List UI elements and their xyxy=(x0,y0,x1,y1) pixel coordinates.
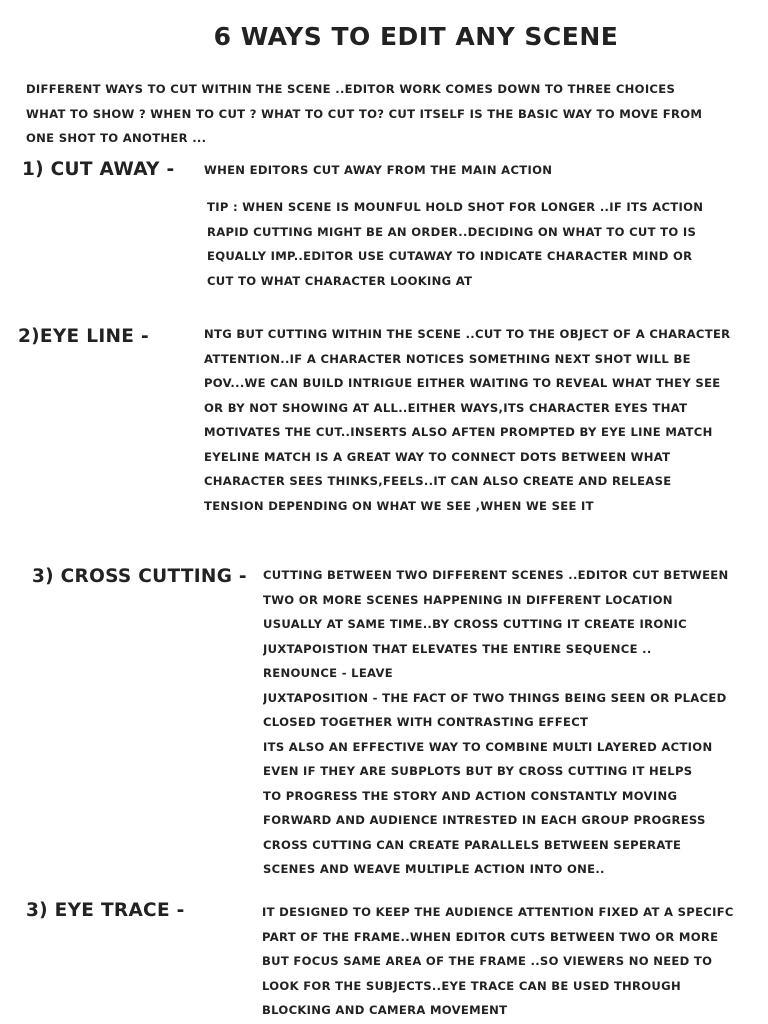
section-line: TO PROGRESS THE STORY AND ACTION CONSTANTLY MOVING xyxy=(263,788,678,803)
section-heading-cross-cutting: 3) CROSS CUTTING - xyxy=(32,566,247,587)
tip-line: TIP : WHEN SCENE IS MOUNFUL HOLD SHOT FOR LONGER ..IF ITS ACTION xyxy=(207,200,704,214)
page-title: 6 WAYS TO EDIT ANY SCENE xyxy=(213,22,619,51)
section-heading-cut-away: 1) CUT AWAY - xyxy=(22,159,175,180)
intro-paragraph xyxy=(26,77,766,151)
section-line: CLOSED TOGETHER WITH CONTRASTING EFFECT xyxy=(263,715,589,729)
section-line: MOTIVATES THE CUT..INSERTS ALSO AFTEN PROMPTED BY EYE LINE MATCH xyxy=(204,425,713,439)
section-line: CUTTING BETWEEN TWO DIFFERENT SCENES ..EDITOR CUT BETWEEN xyxy=(263,568,729,582)
section-line: BUT FOCUS SAME AREA OF THE FRAME ..SO VIEWERS NO NEED TO xyxy=(262,954,713,968)
section-line: JUXTAPOSITION - THE FACT OF TWO THINGS BEING SEEN OR PLACED xyxy=(263,690,727,705)
tip-line: CUT TO WHAT CHARACTER LOOKING AT xyxy=(207,273,473,288)
section-line: CHARACTER SEES THINKS,FEELS..IT CAN ALSO CREATE AND RELEASE xyxy=(204,474,672,488)
section-body-eye-line xyxy=(204,322,768,518)
section-body-eye-trace xyxy=(262,900,768,1023)
section-body-cross-cutting xyxy=(263,563,768,882)
section-line: PART OF THE FRAME..WHEN EDITOR CUTS BETWEEN TWO OR MORE xyxy=(262,929,719,944)
section-body-cut-away xyxy=(204,158,768,183)
section-line: USUALLY AT SAME TIME..BY CROSS CUTTING IT CREATE IRONIC xyxy=(263,617,687,631)
section-line: RENOUNCE - LEAVE xyxy=(263,666,394,680)
section-line: WHEN EDITORS CUT AWAY FROM THE MAIN ACTION xyxy=(204,163,553,177)
intro-line: DIFFERENT WAYS TO CUT WITHIN THE SCENE ..EDITOR WORK COMES DOWN TO THREE CHOICES xyxy=(26,82,676,96)
section-line: NTG BUT CUTTING WITHIN THE SCENE ..CUT TO THE OBJECT OF A CHARACTER xyxy=(204,327,731,341)
section-line: ITS ALSO AN EFFECTIVE WAY TO COMBINE MULTI LAYERED ACTION xyxy=(263,739,713,754)
section-line: BLOCKING AND CAMERA MOVEMENT xyxy=(262,1003,508,1017)
section-line: EVEN IF THEY ARE SUBPLOTS BUT BY CROSS CUTTING IT HELPS xyxy=(263,764,693,778)
section-heading-eye-line: 2)EYE LINE - xyxy=(18,326,149,347)
intro-line: ONE SHOT TO ANOTHER ... xyxy=(26,131,207,145)
tip-line: RAPID CUTTING MIGHT BE AN ORDER..DECIDING ON WHAT TO CUT TO IS xyxy=(207,224,697,239)
section-line: CROSS CUTTING CAN CREATE PARALLELS BETWEEN SEPERATE xyxy=(263,837,682,852)
section-line: POV...WE CAN BUILD INTRIGUE EITHER WAITING TO REVEAL WHAT THEY SEE xyxy=(204,376,721,390)
section-line: TENSION DEPENDING ON WHAT WE SEE ,WHEN WE SEE IT xyxy=(204,498,594,513)
section-line: JUXTAPOISTION THAT ELEVATES THE ENTIRE SEQUENCE .. xyxy=(263,641,652,656)
section-line: ATTENTION..IF A CHARACTER NOTICES SOMETHING NEXT SHOT WILL BE xyxy=(204,351,691,366)
section-line: TWO OR MORE SCENES HAPPENING IN DIFFERENT LOCATION xyxy=(263,592,673,607)
intro-line: WHAT TO SHOW ? WHEN TO CUT ? WHAT TO CUT TO? CUT ITSELF IS THE BASIC WAY TO MOVE FROM xyxy=(26,106,703,121)
section-line: EYELINE MATCH IS A GREAT WAY TO CONNECT DOTS BETWEEN WHAT xyxy=(204,449,671,464)
section-line: IT DESIGNED TO KEEP THE AUDIENCE ATTENTION FIXED AT A SPECIFC xyxy=(262,905,734,919)
cut-away-tip xyxy=(207,195,768,293)
section-line: SCENES AND WEAVE MULTIPLE ACTION INTO ONE.. xyxy=(263,862,605,876)
section-line: FORWARD AND AUDIENCE INTRESTED IN EACH GROUP PROGRESS xyxy=(263,813,706,827)
section-line: LOOK FOR THE SUBJECTS..EYE TRACE CAN BE USED THROUGH xyxy=(262,978,681,993)
section-heading-eye-trace: 3) EYE TRACE - xyxy=(26,900,185,921)
section-line: OR BY NOT SHOWING AT ALL..EITHER WAYS,ITS CHARACTER EYES THAT xyxy=(204,400,688,415)
tip-line: EQUALLY IMP..EDITOR USE CUTAWAY TO INDICATE CHARACTER MIND OR xyxy=(207,249,693,263)
